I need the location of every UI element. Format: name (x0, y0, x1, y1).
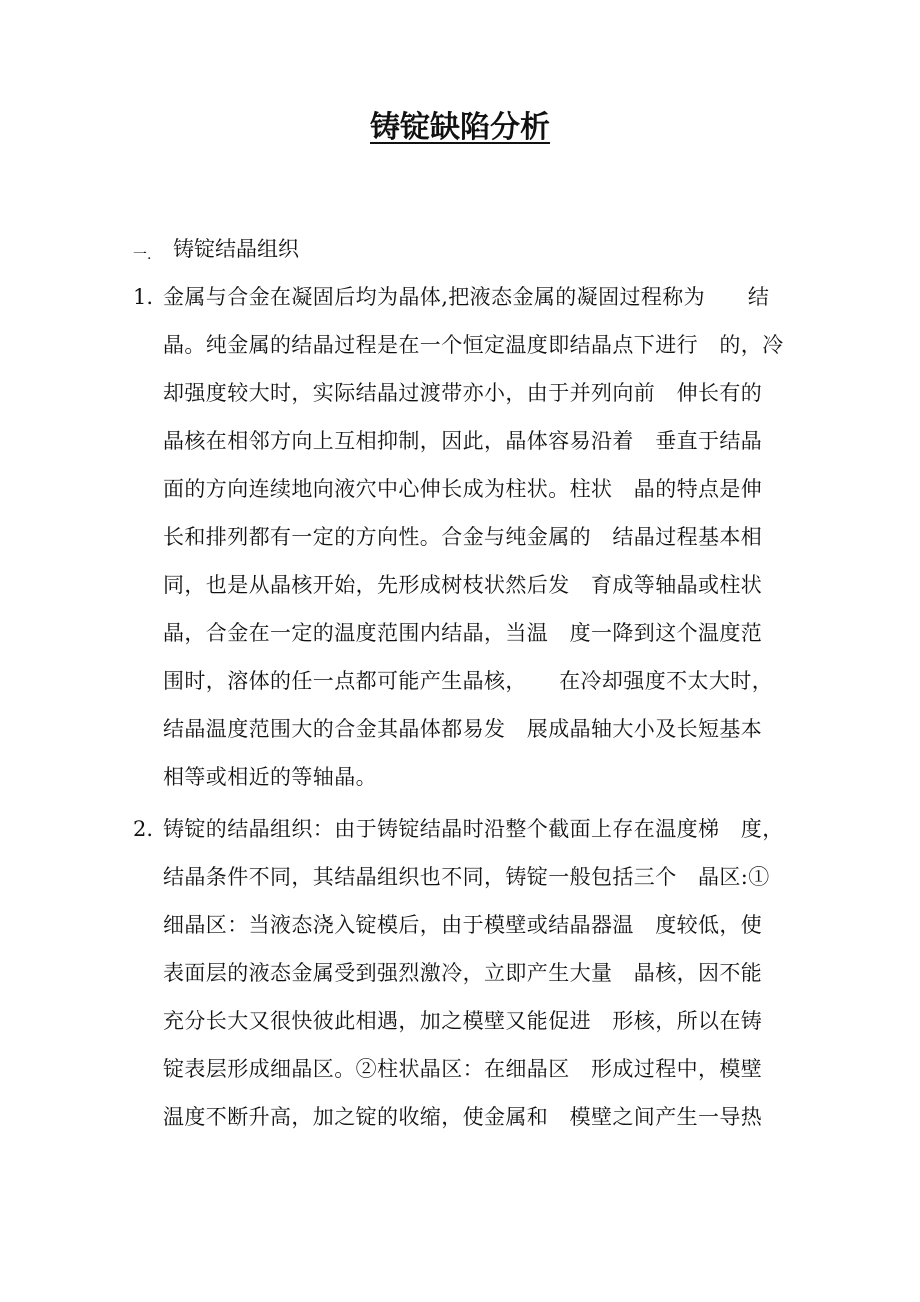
paragraph-line: 却强度较大时，实际结晶过渡带亦小，由于并列向前 伸长有的 (163, 381, 763, 405)
paragraph-line: 细晶区：当液态浇入锭模后，由于模壁或结晶器温 度较低，使 (163, 913, 763, 937)
document-title-text: 铸锭缺陷分析 (370, 110, 550, 145)
paragraph-line: 晶。纯金属的结晶过程是在一个恒定温度即结晶点下进行 的，冷 (163, 333, 784, 357)
paragraph-line: 铸锭的结晶组织：由于铸锭结晶时沿整个截面上存在温度梯 度， (163, 817, 784, 841)
paragraph-line: 相等或相近的等轴晶。 (163, 765, 377, 789)
paragraph-line: 围时，溶体的任一点都可能产生晶核， 在冷却强度不太大时， (163, 669, 774, 693)
paragraph-line: 面的方向连续地向液穴中心伸长成为柱状。柱状 晶的特点是伸 (163, 477, 763, 501)
paragraph-line: 晶，合金在一定的温度范围内结晶，当温 度一降到这个温度范 (163, 621, 763, 645)
paragraph-line: 金属与合金在凝固后均为晶体,把液态金属的凝固过程称为 结 (163, 285, 770, 309)
paragraph (163, 273, 795, 801)
section-heading-text: 铸锭结晶组织 (173, 237, 299, 261)
list-item-marker: 1. (133, 285, 154, 309)
paragraph-line: 温度不断升高，加之锭的收缩，使金属和 模壁之间产生一导热 (163, 1105, 763, 1129)
list-item-marker: 2. (133, 817, 154, 841)
paragraph-line: 充分长大又很快彼此相遇，加之模壁又能促进 形核，所以在铸 (163, 1009, 763, 1033)
document-title (0, 106, 920, 150)
paragraph (163, 805, 795, 1141)
section-heading (133, 232, 299, 272)
paragraph-line: 结晶条件不同，其结晶组织也不同，铸锭一般包括三个 晶区:① (163, 865, 770, 889)
paragraph-line: 长和排列都有一定的方向性。合金与纯金属的 结晶过程基本相 (163, 525, 763, 549)
section-number: 一. (133, 247, 152, 263)
paragraph-line: 晶核在相邻方向上互相抑制，因此，晶体容易沿着 垂直于结晶 (163, 429, 763, 453)
paragraph-line: 表面层的液态金属受到强烈激冷，立即产生大量 晶核，因不能 (163, 961, 763, 985)
paragraph-line: 锭表层形成细晶区。②柱状晶区：在细晶区 形成过程中，模壁 (163, 1057, 763, 1081)
paragraph-line: 同，也是从晶核开始，先形成树枝状然后发 育成等轴晶或柱状 (163, 573, 763, 597)
paragraph-line: 结晶温度范围大的合金其晶体都易发 展成晶轴大小及长短基本 (163, 717, 763, 741)
